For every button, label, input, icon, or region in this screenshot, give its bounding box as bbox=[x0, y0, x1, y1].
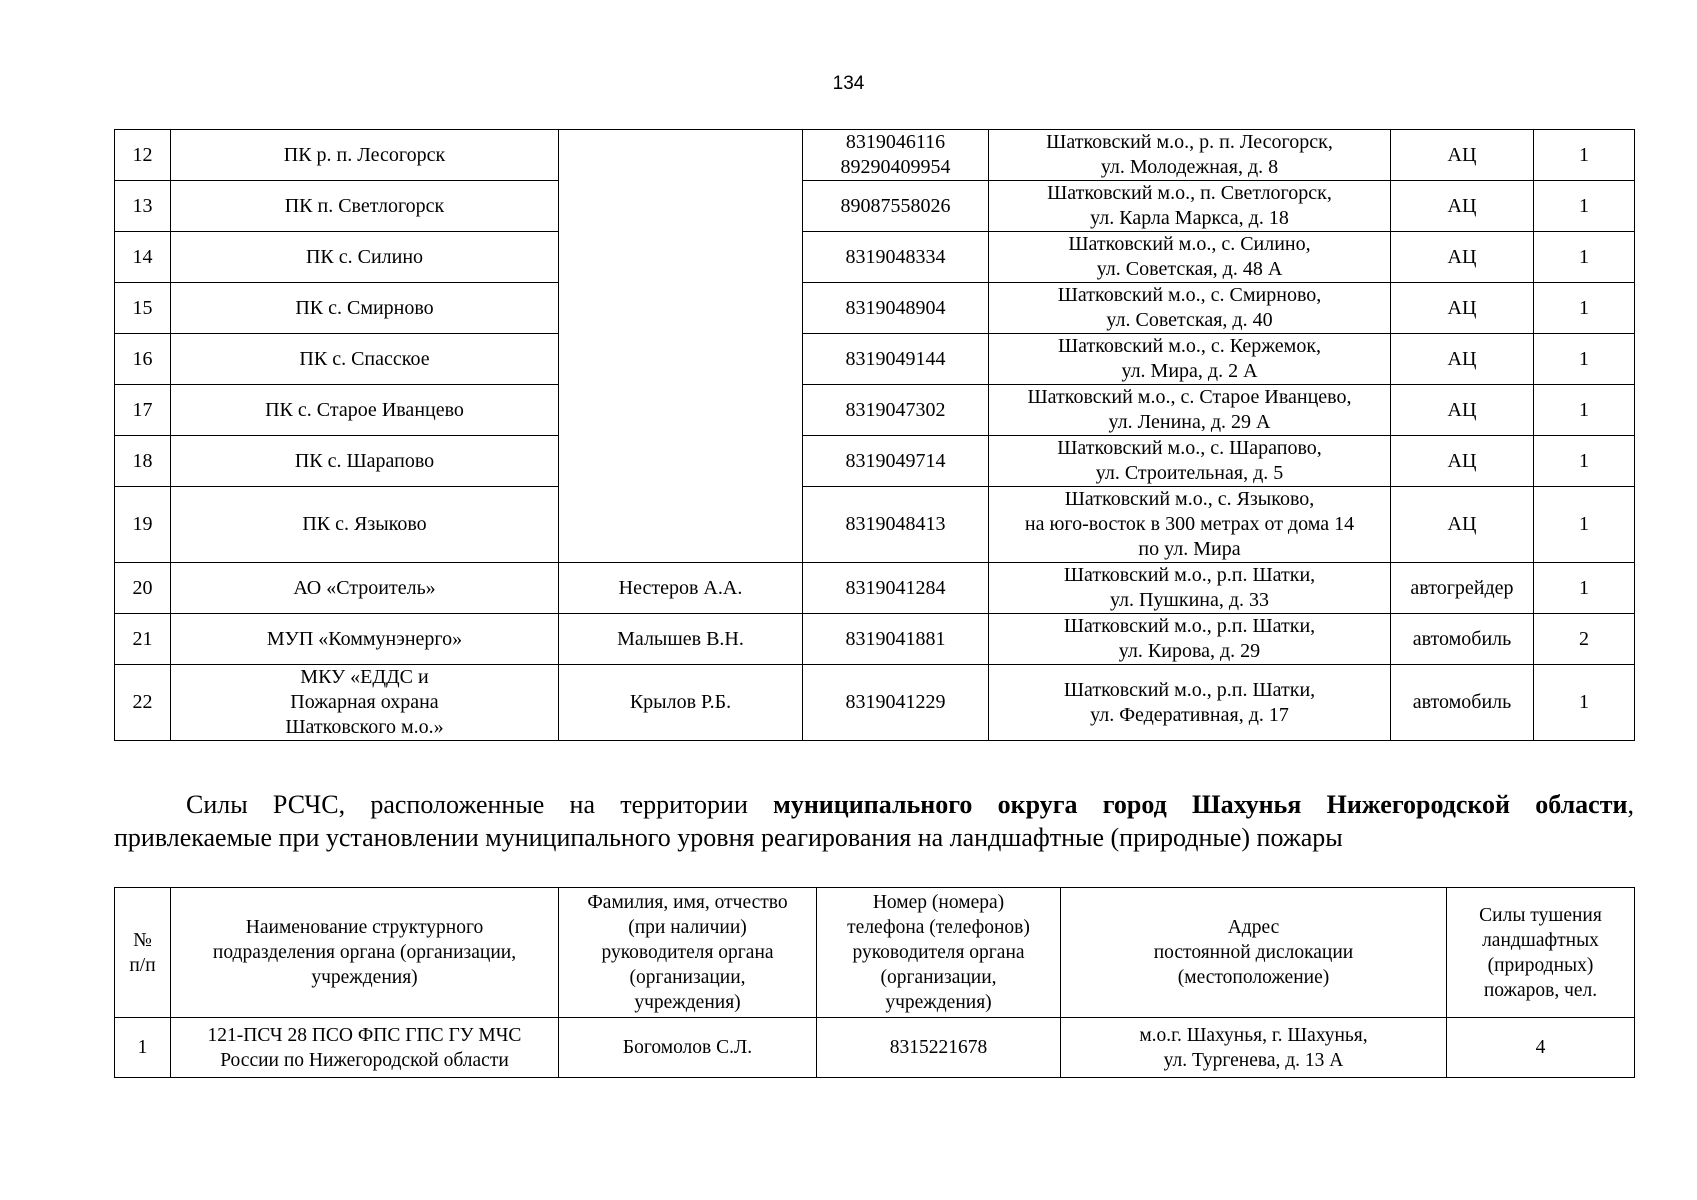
org-name-line: ПК п. Светлогорск bbox=[284, 194, 445, 217]
equipment: АЦ bbox=[1391, 334, 1534, 385]
head-name: Богомолов С.Л. bbox=[559, 1018, 817, 1078]
table-row bbox=[115, 665, 1635, 741]
equipment: АЦ bbox=[1391, 385, 1534, 436]
table-header-row bbox=[115, 888, 1635, 1018]
row-number: 13 bbox=[115, 181, 171, 232]
forces-count: 4 bbox=[1447, 1018, 1635, 1078]
address-line: Шатковский м.о., с. Кержемок, bbox=[1057, 335, 1322, 357]
count: 1 bbox=[1534, 563, 1635, 614]
count: 1 bbox=[1534, 665, 1635, 741]
page-number: 134 bbox=[832, 73, 865, 94]
table-row bbox=[115, 283, 1635, 334]
header-name bbox=[171, 888, 559, 1018]
header-name-line: подразделения органа (организации, bbox=[212, 942, 517, 963]
org-name-line: 121-ПСЧ 28 ПСО ФПС ГПС ГУ МЧС bbox=[207, 1024, 522, 1046]
address-line: Шатковский м.о., с. Смирново, bbox=[1057, 284, 1322, 306]
phone-line: 8319048904 bbox=[845, 296, 946, 319]
phone-line: 8319048413 bbox=[845, 513, 946, 535]
header-head-line: (при наличии) bbox=[628, 917, 747, 938]
address-line: ул. Молодежная, д. 8 bbox=[1100, 156, 1279, 178]
org-name bbox=[171, 563, 559, 614]
phone bbox=[803, 334, 989, 385]
equipment: автомобиль bbox=[1391, 614, 1534, 665]
org-name-line: ПК с. Смирново bbox=[295, 296, 434, 319]
count: 1 bbox=[1534, 283, 1635, 334]
org-name bbox=[171, 181, 559, 232]
header-head-line: учреждения) bbox=[634, 992, 741, 1013]
header-head-line: (организации, bbox=[629, 967, 746, 988]
address-line: ул. Карла Маркса, д. 18 bbox=[1090, 207, 1289, 229]
address-line: Шатковский м.о., п. Светлогорск, bbox=[1047, 182, 1332, 204]
org-name bbox=[171, 436, 559, 487]
address-line: по ул. Мира bbox=[1138, 538, 1241, 560]
row-number: 12 bbox=[115, 130, 171, 181]
phone: 8315221678 bbox=[817, 1018, 1061, 1078]
count: 1 bbox=[1534, 181, 1635, 232]
row-number: 1 bbox=[115, 1018, 171, 1078]
header-forces-line: Силы тушения bbox=[1479, 904, 1602, 926]
org-name-line: МУП «Коммунэнерго» bbox=[266, 627, 463, 650]
address-line: на юго-восток в 300 метрах от дома 14 bbox=[1024, 513, 1355, 535]
header-num-line: п/п bbox=[129, 954, 156, 976]
phone-line: 89290409954 bbox=[840, 156, 951, 178]
address-line: ул. Тургенева, д. 13 А bbox=[1163, 1049, 1344, 1071]
phone-line: 8319041284 bbox=[845, 576, 946, 599]
address-line: Шатковский м.о., р.п. Шатки, bbox=[1063, 678, 1316, 701]
header-name-line: учреждения) bbox=[311, 967, 418, 988]
org-name-line: ПК с. Силино bbox=[305, 245, 424, 268]
address bbox=[989, 130, 1391, 181]
section-heading bbox=[114, 788, 1634, 854]
org-name-line: России по Нижегородской области bbox=[220, 1049, 509, 1071]
equipment: АЦ bbox=[1391, 436, 1534, 487]
address-line: Шатковский м.о., с. Старое Иванцево, bbox=[1027, 386, 1352, 408]
org-name-line: Шатковского м.о.» bbox=[285, 716, 444, 738]
phone-line: 8319041881 bbox=[845, 627, 946, 650]
table-row bbox=[115, 614, 1635, 665]
address bbox=[989, 436, 1391, 487]
count: 1 bbox=[1534, 436, 1635, 487]
row-number: 20 bbox=[115, 563, 171, 614]
header-num bbox=[115, 888, 171, 1018]
address-line: Шатковский м.о., с. Языково, bbox=[1064, 488, 1315, 510]
header-phone-line: Номер (номера) bbox=[872, 892, 1005, 913]
row-number: 16 bbox=[115, 334, 171, 385]
section-heading-line-1: Силы РСЧС, расположенные на территории муниципального округа город Шахунья Нижегородской области, bbox=[186, 790, 1634, 819]
org-name bbox=[171, 1018, 559, 1078]
table-row bbox=[115, 563, 1635, 614]
address-line: ул. Советская, д. 48 А bbox=[1096, 258, 1283, 280]
org-name-line: АО «Строитель» bbox=[293, 576, 436, 599]
address bbox=[989, 614, 1391, 665]
org-name-line: ПК р. п. Лесогорск bbox=[283, 143, 446, 166]
row-number: 17 bbox=[115, 385, 171, 436]
address bbox=[989, 334, 1391, 385]
phone bbox=[803, 232, 989, 283]
table-row bbox=[115, 181, 1635, 232]
header-phone-line: учреждения) bbox=[885, 992, 992, 1013]
equipment: АЦ bbox=[1391, 130, 1534, 181]
header-phone-line: руководителя органа bbox=[852, 942, 1025, 963]
phone-line: 8319049714 bbox=[845, 449, 946, 472]
header-forces bbox=[1447, 888, 1635, 1018]
org-name bbox=[171, 487, 559, 563]
table-row bbox=[115, 334, 1635, 385]
address-line: Шатковский м.о., р.п. Шатки, bbox=[1063, 615, 1316, 637]
count: 1 bbox=[1534, 487, 1635, 563]
count: 1 bbox=[1534, 334, 1635, 385]
address bbox=[989, 181, 1391, 232]
address bbox=[1061, 1018, 1447, 1078]
header-phone bbox=[817, 888, 1061, 1018]
org-name-line: МКУ «ЕДДС и bbox=[300, 666, 429, 688]
table-row bbox=[115, 385, 1635, 436]
forces-table-continued bbox=[114, 129, 1635, 741]
head-name: Нестеров А.А. bbox=[559, 563, 803, 614]
address bbox=[989, 487, 1391, 563]
table-row bbox=[115, 130, 1635, 181]
phone bbox=[803, 487, 989, 563]
phone bbox=[803, 181, 989, 232]
address bbox=[989, 563, 1391, 614]
header-address-line: (местоположение) bbox=[1177, 967, 1330, 988]
address-line: м.о.г. Шахунья, г. Шахунья, bbox=[1139, 1024, 1368, 1046]
address-line: Шатковский м.о., р. п. Лесогорск, bbox=[1046, 131, 1333, 153]
header-address bbox=[1061, 888, 1447, 1018]
phone-line: 89087558026 bbox=[840, 194, 951, 217]
count: 2 bbox=[1534, 614, 1635, 665]
org-name-line: ПК с. Старое Иванцево bbox=[265, 398, 464, 421]
equipment: АЦ bbox=[1391, 181, 1534, 232]
phone-line: 8319046116 bbox=[845, 131, 946, 153]
section-heading-line-2: привлекаемые при установлении муниципального уровня реагирования на ландшафтные (природные) пожары bbox=[114, 823, 1343, 852]
equipment: АЦ bbox=[1391, 232, 1534, 283]
phone bbox=[803, 283, 989, 334]
phone bbox=[803, 436, 989, 487]
header-forces-line: ландшафтных bbox=[1482, 929, 1599, 951]
phone-line: 8319041229 bbox=[845, 691, 946, 713]
equipment: АЦ bbox=[1391, 487, 1534, 563]
header-head bbox=[559, 888, 817, 1018]
row-number: 18 bbox=[115, 436, 171, 487]
org-name bbox=[171, 614, 559, 665]
header-name-line: Наименование структурного bbox=[245, 917, 484, 938]
shakhunya-forces-table bbox=[114, 887, 1635, 1078]
org-name bbox=[171, 334, 559, 385]
address-line: ул. Федеративная, д. 17 bbox=[1090, 703, 1289, 726]
phone-line: 8319047302 bbox=[845, 398, 946, 421]
org-name-line: ПК с. Языково bbox=[302, 513, 427, 535]
header-forces-line: (природных) bbox=[1487, 954, 1594, 976]
org-name-line: ПК с. Шарапово bbox=[294, 449, 435, 472]
phone bbox=[803, 665, 989, 741]
head-name: Крылов Р.Б. bbox=[559, 665, 803, 741]
table-row bbox=[115, 232, 1635, 283]
table-row bbox=[115, 1018, 1635, 1078]
org-name-line: Пожарная охрана bbox=[290, 691, 439, 713]
address-line: ул. Мира, д. 2 А bbox=[1121, 360, 1258, 382]
address-line: Шатковский м.о., с. Силино, bbox=[1068, 233, 1311, 255]
address-line: ул. Ленина, д. 29 А bbox=[1108, 411, 1271, 433]
count: 1 bbox=[1534, 232, 1635, 283]
address-line: ул. Кирова, д. 29 bbox=[1118, 640, 1261, 662]
address-line: ул. Строительная, д. 5 bbox=[1095, 462, 1284, 484]
header-phone-line: телефона (телефонов) bbox=[847, 917, 1030, 938]
header-forces-line: пожаров, чел. bbox=[1483, 979, 1598, 1001]
address bbox=[989, 665, 1391, 741]
address-line: Шатковский м.о., р.п. Шатки, bbox=[1063, 564, 1316, 586]
org-name bbox=[171, 232, 559, 283]
row-number: 21 bbox=[115, 614, 171, 665]
row-number: 22 bbox=[115, 665, 171, 741]
table-row bbox=[115, 436, 1635, 487]
row-number: 15 bbox=[115, 283, 171, 334]
address-line: ул. Пушкина, д. 33 bbox=[1109, 589, 1270, 611]
count: 1 bbox=[1534, 385, 1635, 436]
equipment: автогрейдер bbox=[1391, 563, 1534, 614]
phone bbox=[803, 385, 989, 436]
header-num-line: № bbox=[133, 929, 152, 951]
header-address-line: Адрес bbox=[1227, 917, 1280, 938]
table-row bbox=[115, 487, 1635, 563]
header-head-line: руководителя органа bbox=[601, 942, 774, 963]
head-name: Малышев В.Н. bbox=[559, 614, 803, 665]
equipment: АЦ bbox=[1391, 283, 1534, 334]
head-name-merged bbox=[559, 130, 803, 563]
phone-line: 8319048334 bbox=[845, 245, 946, 268]
row-number: 19 bbox=[115, 487, 171, 563]
org-name bbox=[171, 130, 559, 181]
phone bbox=[803, 130, 989, 181]
address bbox=[989, 385, 1391, 436]
row-number: 14 bbox=[115, 232, 171, 283]
phone bbox=[803, 614, 989, 665]
phone-line: 8319049144 bbox=[845, 347, 946, 370]
address bbox=[989, 283, 1391, 334]
header-phone-line: (организации, bbox=[880, 967, 997, 988]
phone bbox=[803, 563, 989, 614]
header-head-line: Фамилия, имя, отчество bbox=[587, 892, 788, 913]
org-name bbox=[171, 283, 559, 334]
org-name bbox=[171, 665, 559, 741]
address bbox=[989, 232, 1391, 283]
header-address-line: постоянной дислокации bbox=[1153, 942, 1354, 963]
org-name-line: ПК с. Спасское bbox=[299, 347, 430, 370]
address-line: ул. Советская, д. 40 bbox=[1106, 309, 1273, 331]
count: 1 bbox=[1534, 130, 1635, 181]
address-line: Шатковский м.о., с. Шарапово, bbox=[1057, 437, 1322, 459]
org-name bbox=[171, 385, 559, 436]
equipment: автомобиль bbox=[1391, 665, 1534, 741]
